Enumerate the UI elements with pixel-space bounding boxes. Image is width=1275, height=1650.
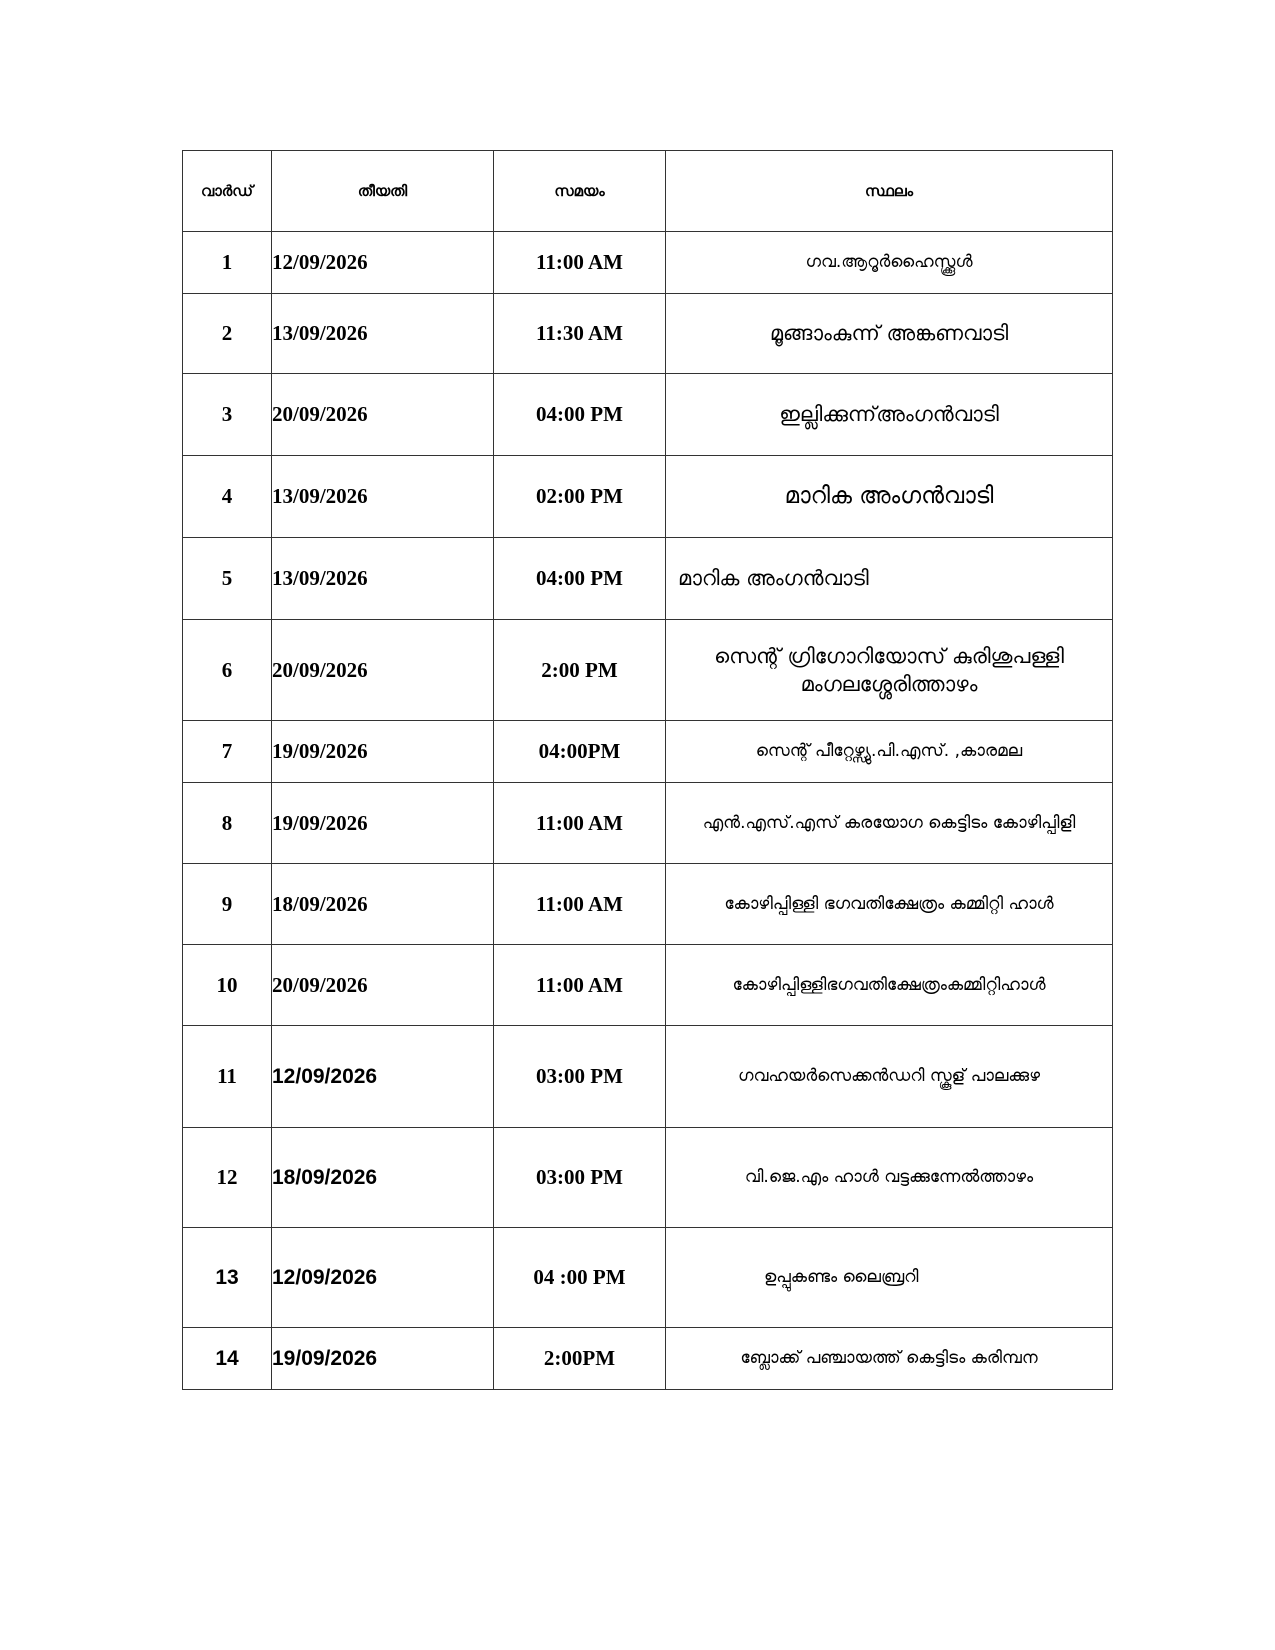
meeting-date: 20/09/2026 — [272, 374, 494, 456]
meeting-time: 11:00 AM — [494, 232, 666, 294]
ward-number: 9 — [183, 864, 272, 945]
meeting-place: മൂങ്ങാംകുന്ന് അങ്കണവാടി — [666, 294, 1113, 374]
meeting-place: ഗവ.ആറൂർഹൈസ്ക്കൂൾ — [666, 232, 1113, 294]
meeting-date: 13/09/2026 — [272, 538, 494, 620]
meeting-place: മാറിക അംഗൻവാടി — [666, 456, 1113, 538]
table-row — [183, 1328, 1113, 1390]
meeting-place: കോഴിപ്പിള്ളി ഭഗവതിക്ഷേത്രം കമ്മിറ്റി ഹാൾ — [666, 864, 1113, 945]
table-row — [183, 538, 1113, 620]
meeting-time: 11:00 AM — [494, 783, 666, 864]
meeting-place-line-2: മംഗലശ്ശേരിത്താഴം — [800, 672, 978, 696]
meeting-time: 04:00 PM — [494, 374, 666, 456]
ward-number: 8 — [183, 783, 272, 864]
meeting-date: 18/09/2026 — [272, 864, 494, 945]
header-time: സമയം — [494, 151, 666, 232]
meeting-place-line-1: സെന്റ് ഗ്രിഗോറിയോസ് കുരിശുപള്ളി — [714, 643, 1064, 668]
meeting-date: 20/09/2026 — [272, 945, 494, 1026]
meeting-place — [666, 620, 1113, 721]
meeting-time: 03:00 PM — [494, 1026, 666, 1128]
ward-number: 10 — [183, 945, 272, 1026]
table-row — [183, 783, 1113, 864]
meeting-time: 04 :00 PM — [494, 1228, 666, 1328]
meeting-date: 19/09/2026 — [272, 721, 494, 783]
ward-number: 11 — [183, 1026, 272, 1128]
meeting-place: ഗവഹയർസെക്കൻഡറി സ്കൂള് പാലക്കുഴ — [666, 1026, 1113, 1128]
ward-number: 14 — [183, 1328, 272, 1390]
table-row — [183, 456, 1113, 538]
ward-number: 1 — [183, 232, 272, 294]
header-place: സ്ഥലം — [666, 151, 1113, 232]
ward-number: 12 — [183, 1128, 272, 1228]
table-row — [183, 864, 1113, 945]
ward-number: 5 — [183, 538, 272, 620]
ward-number: 6 — [183, 620, 272, 721]
meeting-time: 11:30 AM — [494, 294, 666, 374]
meeting-time: 03:00 PM — [494, 1128, 666, 1228]
ward-meeting-schedule-table — [182, 150, 1113, 1390]
meeting-place: മാറിക അംഗൻവാടി — [666, 538, 1113, 620]
meeting-date: 13/09/2026 — [272, 294, 494, 374]
header-ward: വാർഡ് — [183, 151, 272, 232]
table-row — [183, 374, 1113, 456]
table-row — [183, 945, 1113, 1026]
meeting-time: 04:00 PM — [494, 538, 666, 620]
header-date: തീയതി — [272, 151, 494, 232]
meeting-time: 2:00PM — [494, 1328, 666, 1390]
meeting-time: 04:00PM — [494, 721, 666, 783]
table-row — [183, 721, 1113, 783]
meeting-place: ഉപ്പുകണ്ടം ലൈബ്രറി — [666, 1228, 1113, 1328]
ward-number: 13 — [183, 1228, 272, 1328]
ward-number: 2 — [183, 294, 272, 374]
table-row — [183, 1128, 1113, 1228]
meeting-place: വി.ജെ.എം ഹാൾ വട്ടക്കുന്നേൽത്താഴം — [666, 1128, 1113, 1228]
ward-number: 3 — [183, 374, 272, 456]
table-row — [183, 1228, 1113, 1328]
meeting-place: ഇല്ലിക്കുന്ന്അംഗൻവാടി — [666, 374, 1113, 456]
meeting-date: 12/09/2026 — [272, 232, 494, 294]
table-row — [183, 232, 1113, 294]
meeting-date: 12/09/2026 — [272, 1228, 494, 1328]
meeting-time: 02:00 PM — [494, 456, 666, 538]
meeting-date: 19/09/2026 — [272, 783, 494, 864]
meeting-date: 19/09/2026 — [272, 1328, 494, 1390]
meeting-place: സെന്റ് പീറ്റേഴ്സ്യു.പി.എസ്. ,കാരമല — [666, 721, 1113, 783]
meeting-time: 11:00 AM — [494, 864, 666, 945]
meeting-date: 18/09/2026 — [272, 1128, 494, 1228]
meeting-place: കോഴിപ്പിള്ളിഭഗവതിക്ഷേത്രംകമ്മിറ്റിഹാൾ — [666, 945, 1113, 1026]
meeting-date: 13/09/2026 — [272, 456, 494, 538]
table-header-row — [183, 151, 1113, 232]
meeting-place: ബ്ലോക്ക് പഞ്ചായത്ത് കെട്ടിടം കരിമ്പന — [666, 1328, 1113, 1390]
meeting-date: 20/09/2026 — [272, 620, 494, 721]
ward-number: 7 — [183, 721, 272, 783]
meeting-date: 12/09/2026 — [272, 1026, 494, 1128]
meeting-place: എൻ.എസ്.എസ് കരയോഗ കെട്ടിടം കോഴിപ്പിളി — [666, 783, 1113, 864]
ward-number: 4 — [183, 456, 272, 538]
table-row — [183, 1026, 1113, 1128]
table-row — [183, 294, 1113, 374]
meeting-time: 11:00 AM — [494, 945, 666, 1026]
table-row — [183, 620, 1113, 721]
meeting-time: 2:00 PM — [494, 620, 666, 721]
